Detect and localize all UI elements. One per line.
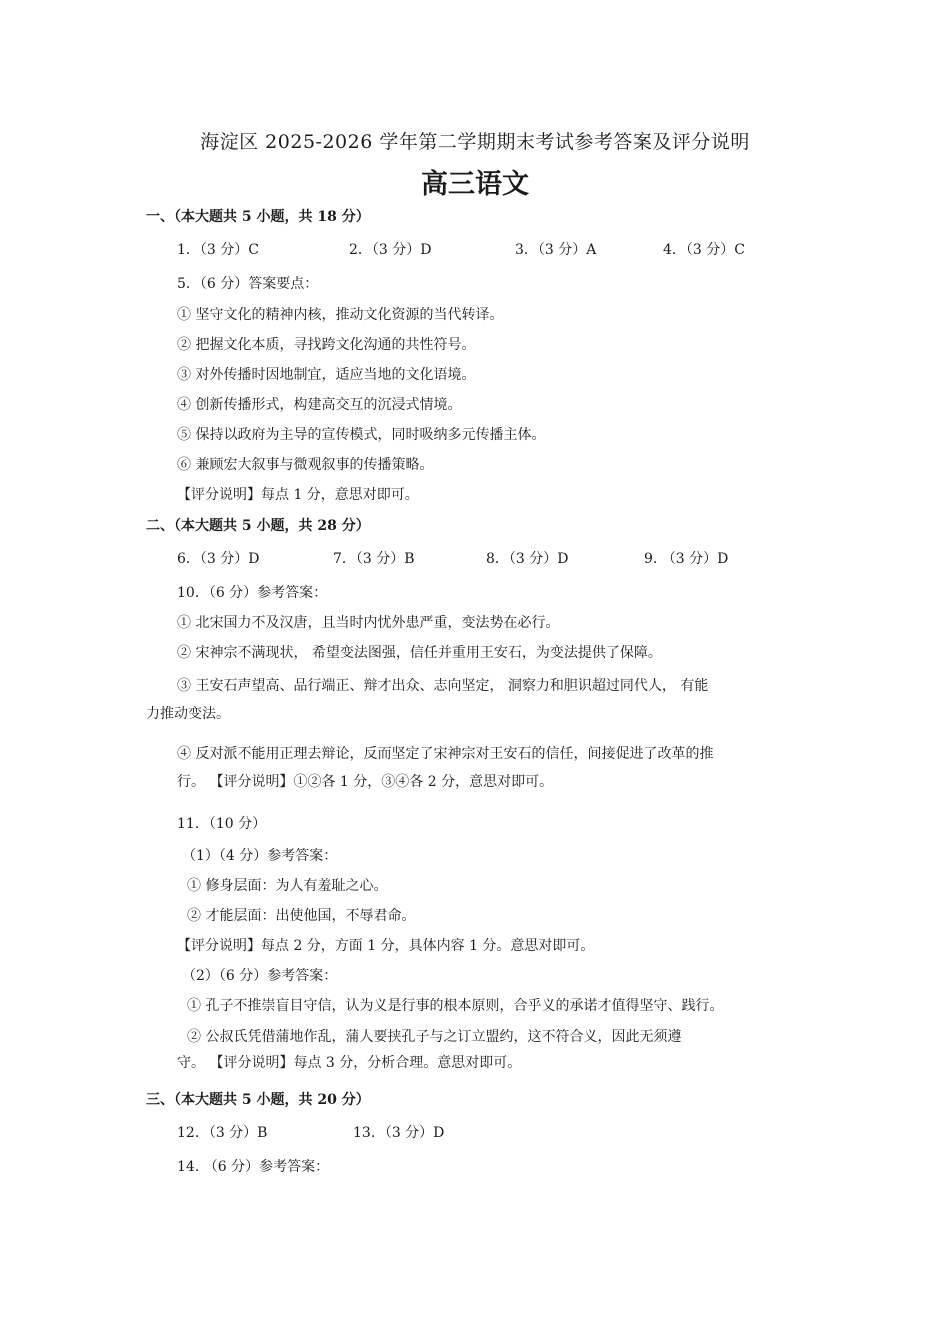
q5-point: ⑥ 兼顾宏大叙事与微观叙事的传播策略。	[177, 457, 434, 473]
answer-q6: 6．（3 分）D	[177, 551, 260, 567]
q11-2-grading-note: 守。 【评分说明】每点 3 分，分析合理。意思对即可。	[177, 1055, 522, 1071]
q11-1-heading: （1）（4 分）参考答案：	[182, 848, 338, 864]
q10-heading: 10．（6 分）参考答案：	[177, 585, 328, 601]
q11-1-grading-note: 【评分说明】每点 2 分，方面 1 分，具体内容 1 分。意思对即可。	[177, 938, 595, 954]
answer-q13: 13．（3 分）D	[353, 1125, 445, 1141]
q5-point: ③ 对外传播时因地制宜，适应当地的文化语境。	[177, 367, 476, 383]
q10-grading-note: 行。 【评分说明】①②各 1 分，③④各 2 分，意思对即可。	[177, 774, 554, 790]
q11-2-point: ② 公叔氏凭借蒲地作乱，蒲人要挟孔子与之订立盟约，这不符合义，因此无须遵	[187, 1029, 682, 1045]
q10-point: ② 宋神宗不满现状， 希望变法图强，信任并重用王安石，为变法提供了保障。	[177, 645, 662, 661]
answer-q2: 2．（3 分）D	[349, 242, 432, 258]
q11-1-point: ② 才能层面：出使他国，不辱君命。	[187, 908, 416, 924]
q11-2-point: ① 孔子不推崇盲目守信，认为义是行事的根本原则，合乎义的承诺才值得坚守、践行。	[187, 998, 724, 1014]
q14-heading: 14. （6 分）参考答案：	[177, 1159, 330, 1175]
answer-q4: 4．（3 分）C	[663, 242, 745, 258]
q5-grading-note: 【评分说明】每点 1 分，意思对即可。	[177, 487, 419, 503]
answer-q8: 8．（3 分）D	[486, 551, 569, 567]
subject-title: 高三语文	[421, 169, 529, 200]
answer-q12: 12．（3 分）B	[177, 1125, 268, 1141]
q10-point: ① 北宋国力不及汉唐，且当时内忧外患严重，变法势在必行。	[177, 615, 560, 631]
q5-point: ① 坚守文化的精神内核，推动文化资源的当代转译。	[177, 307, 504, 323]
q10-point: ④ 反对派不能用正理去辩论，反而坚定了宋神宗对王安石的信任，间接促进了改革的推	[177, 746, 714, 762]
section-3-heading: 三、（本大题共 5 小题，共 20 分）	[146, 1092, 370, 1108]
q5-heading: 5．（6 分）答案要点：	[177, 276, 319, 292]
section-1-heading: 一、（本大题共 5 小题，共 18 分）	[146, 209, 370, 225]
answer-q7: 7．（3 分）B	[333, 551, 415, 567]
q11-2-heading: （2）（6 分）参考答案：	[182, 968, 338, 984]
q10-point-continued: 力推动变法。	[146, 706, 230, 722]
q5-point: ② 把握文化本质，寻找跨文化沟通的共性符号。	[177, 337, 476, 353]
answer-q9: 9. （3 分）D	[644, 551, 729, 567]
q11-heading: 11．（10 分）	[177, 816, 267, 832]
section-2-heading: 二、（本大题共 5 小题，共 28 分）	[146, 518, 370, 534]
page-title: 海淀区 2025-2026 学年第二学期期末考试参考答案及评分说明	[200, 131, 750, 153]
q5-point: ⑤ 保持以政府为主导的宣传模式，同时吸纳多元传播主体。	[177, 427, 546, 443]
q10-point: ③ 王安石声望高、品行端正、辩才出众、志向坚定， 洞察力和胆识超过同代人， 有能	[177, 678, 709, 694]
answer-q1: 1．（3 分）C	[177, 242, 259, 258]
q11-1-point: ① 修身层面：为人有羞耻之心。	[187, 878, 388, 894]
q5-point: ④ 创新传播形式，构建高交互的沉浸式情境。	[177, 397, 462, 413]
answer-q3: 3．（3 分）A	[515, 242, 597, 258]
